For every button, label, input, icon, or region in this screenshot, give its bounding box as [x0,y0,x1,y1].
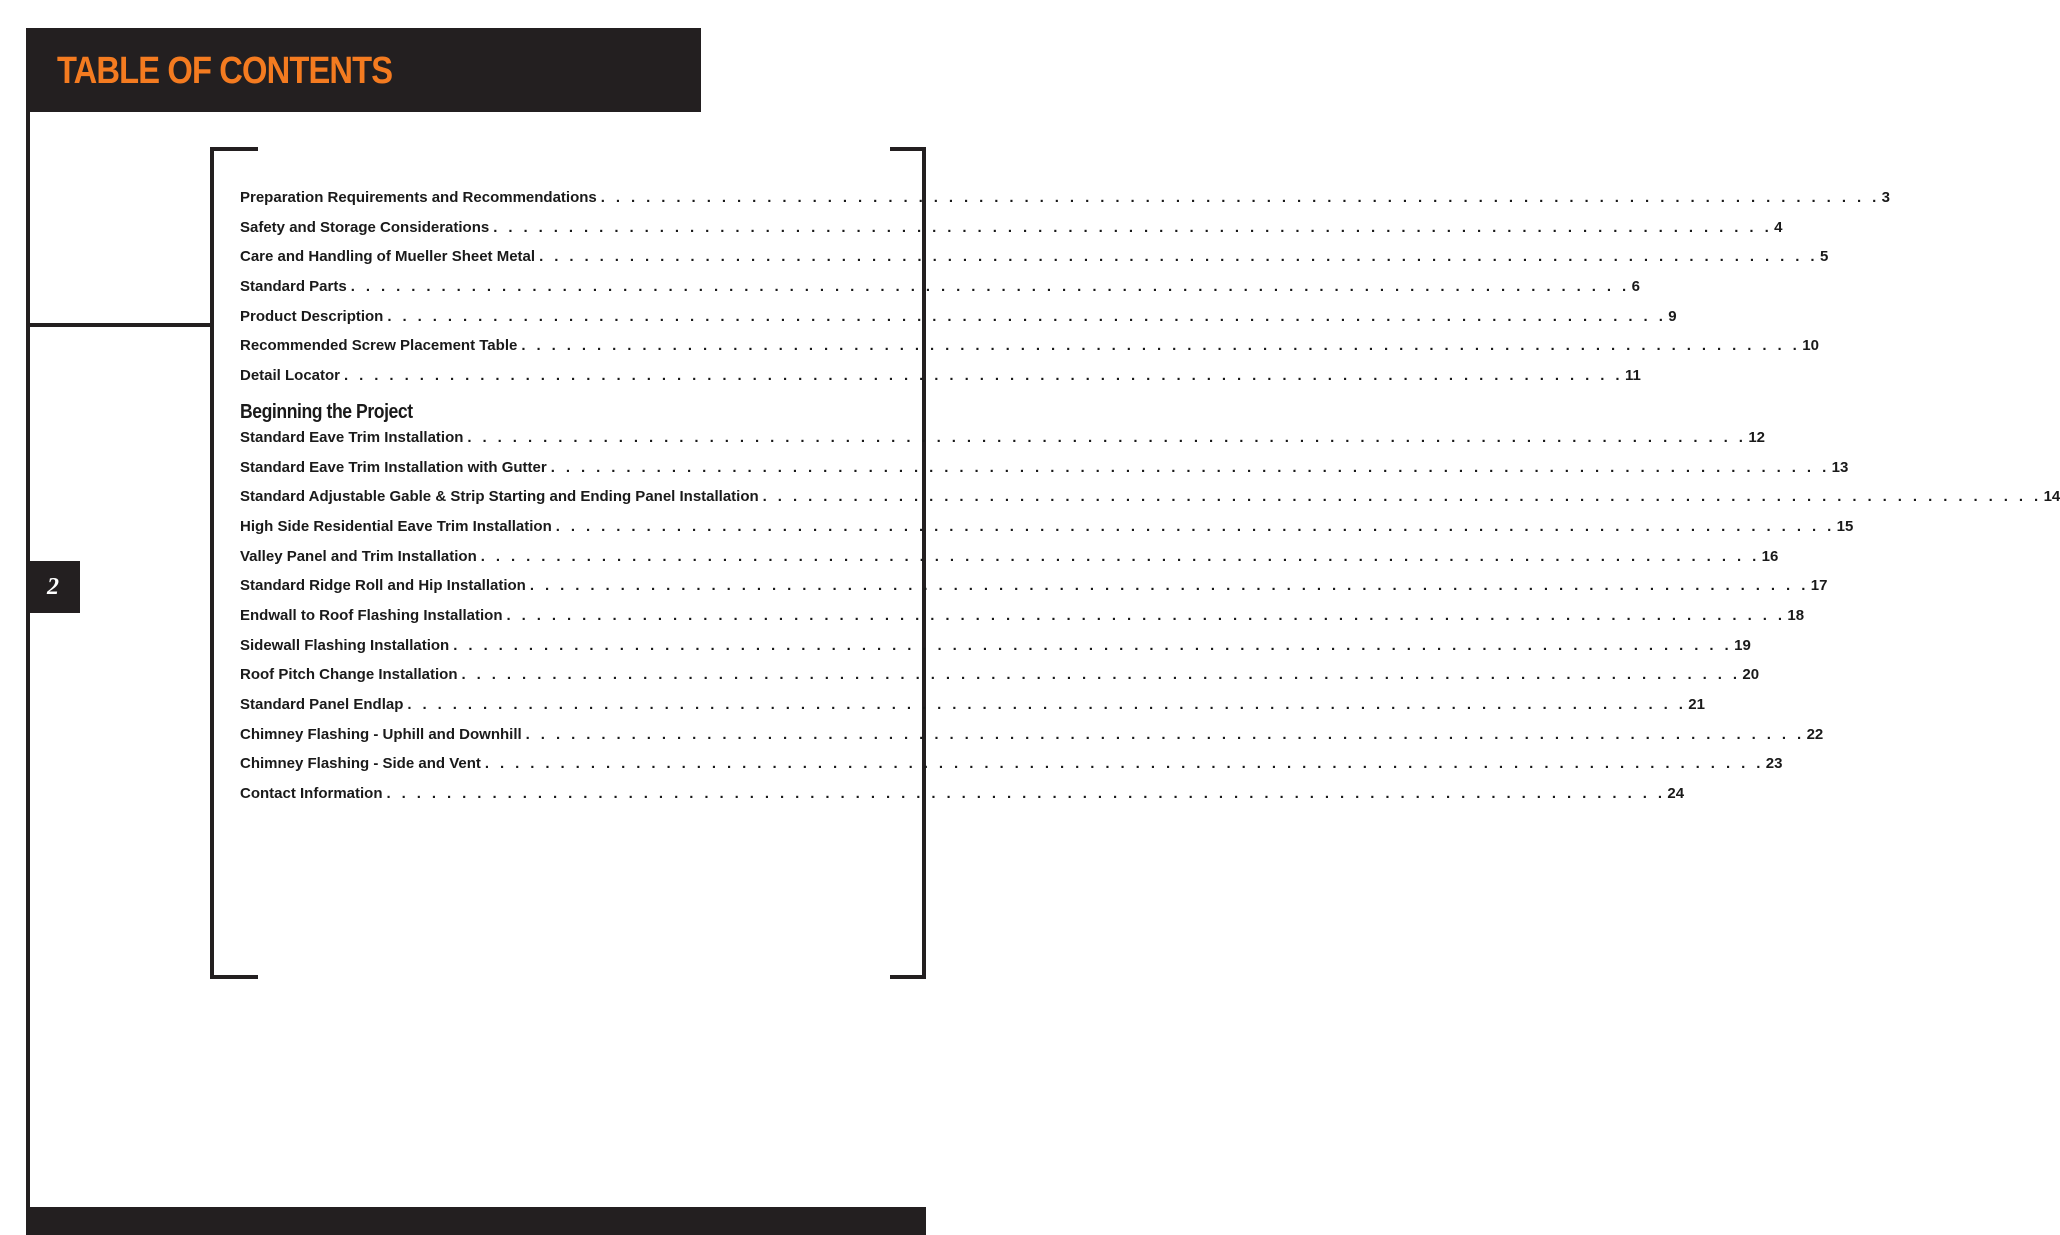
toc-entry-label: Standard Panel Endlap [240,696,404,713]
toc-entry[interactable] [240,428,1765,459]
toc-entry-page: 15 [1836,517,1854,535]
toc-dot-leader: . . . . . . . . . . . . . . . . . . . . . . . . . . . . . . . . . . . . . . . . . . . . . . . . . . . . . . . . . . . . . . . . . . . . . . . . . . . . . . . . . . . . . [453,636,1733,654]
toc-dot-leader: . . . . . . . . . . . . . . . . . . . . . . . . . . . . . . . . . . . . . . . . . . . . . . . . . . . . . . . . . . . . . . . . . . . . . . . . . . . . . . . . . . . . . [480,547,1760,565]
toc-entry-label: Endwall to Roof Flashing Installation [240,606,503,624]
toc-entry-label: Roof Pitch Change Installation [240,666,458,684]
toc-entry[interactable] [240,547,1779,578]
toc-dot-leader: . . . . . . . . . . . . . . . . . . . . . . . . . . . . . . . . . . . . . . . . . . . . . . . . . . . . . . . . . . . . . . . . . . . . . . . . . . . . . . . . . . . . . [539,248,1818,266]
header-bar [26,28,701,112]
toc-dot-leader: . . . . . . . . . . . . . . . . . . . . . . . . . . . . . . . . . . . . . . . . . . . . . . . . . . . . . . . . . . . . . . . . . . . . . . . . . . . . . . . . . . . . . [525,725,1805,743]
toc-entry[interactable] [240,517,1854,548]
toc-entry[interactable] [240,218,1783,249]
toc-entry-page: 17 [1810,577,1828,595]
toc-dot-leader: . . . . . . . . . . . . . . . . . . . . . . . . . . . . . . . . . . . . . . . . . . . . . . . . . . . . . . . . . . . . . . . . . . . . . . . . . . . . . . . . . . . . . [529,577,1809,595]
toc-entry[interactable] [240,785,1685,815]
toc-entry-label: Sidewall Flashing Installation [240,636,450,654]
toc-entry[interactable] [240,248,1829,278]
left-vertical-rule [26,112,30,1212]
toc-entry[interactable] [240,307,1677,338]
toc-entry-label: Chimney Flashing - Side and Vent [240,755,481,773]
toc-entry-page: 22 [1806,725,1824,743]
toc-dot-leader: . . . . . . . . . . . . . . . . . . . . . . . . . . . . . . . . . . . . . . . . . . . . . . . . . . . . . . . . . . . . . . . . . . . . . . . . . . . . . . . . . . . . . [386,785,1666,803]
page-number-tab: 2 [26,561,80,613]
footer-bar [26,1207,926,1235]
toc-entry-page: 4 [1774,218,1783,236]
toc-entry[interactable] [240,278,1640,308]
toc-dot-leader: . . . . . . . . . . . . . . . . . . . . . . . . . . . . . . . . . . . . . . . . . . . . . . . . . . . . . . . . . . . . . . . . . . . . . . . . . . . . . . . . . . . . . [350,278,1630,296]
toc-entry[interactable] [240,666,1760,696]
toc-entry-label: Standard Eave Trim Installation [240,428,464,446]
table-of-contents [240,189,2060,815]
toc-entry-page: 3 [1881,189,1890,206]
toc-entry[interactable] [240,577,1828,607]
toc-entry-label: Detail Locator [240,367,341,385]
toc-entry-page: 18 [1787,606,1805,624]
toc-dot-leader: . . . . . . . . . . . . . . . . . . . . . . . . . . . . . . . . . . . . . . . . . . . . . . . . . . . . . . . . . . . . . . . . . . . . . . . . . . . . . . . . . . . . . [484,755,1764,773]
toc-dot-leader: . . . . . . . . . . . . . . . . . . . . . . . . . . . . . . . . . . . . . . . . . . . . . . . . . . . . . . . . . . . . . . . . . . . . . . . . . . . . . . . . . . . . . [600,189,1880,206]
toc-project-list [240,428,2060,815]
toc-dot-leader: . . . . . . . . . . . . . . . . . . . . . . . . . . . . . . . . . . . . . . . . . . . . . . . . . . . . . . . . . . . . . . . . . . . . . . . . . . . . . . . . . . . . . [387,307,1667,325]
toc-entry-label: High Side Residential Eave Trim Installation [240,517,552,535]
toc-entry-page: 9 [1668,307,1677,325]
toc-dot-leader: . . . . . . . . . . . . . . . . . . . . . . . . . . . . . . . . . . . . . . . . . . . . . . . . . . . . . . . . . . . . . . . . . . . . . . . . . . . . . . . . . . . . . [461,666,1741,684]
toc-entry[interactable] [240,606,1805,637]
toc-entry-page: 12 [1748,428,1765,446]
left-horizontal-rule [26,323,212,327]
toc-entry[interactable] [240,458,1849,489]
toc-entry-label: Product Description [240,307,384,325]
toc-entry-page: 14 [2043,488,2060,506]
toc-entry[interactable] [240,725,1824,756]
toc-entry-page: 10 [1802,337,1819,355]
toc-dot-leader: . . . . . . . . . . . . . . . . . . . . . . . . . . . . . . . . . . . . . . . . . . . . . . . . . . . . . . . . . . . . . . . . . . . . . . . . . . . . . . . . . . . . . [762,488,2042,506]
toc-entry-page: 24 [1667,785,1685,803]
toc-entry-label: Care and Handling of Mueller Sheet Metal [240,248,536,266]
toc-entry-label: Recommended Screw Placement Table [240,337,518,355]
toc-entry[interactable] [240,696,1705,726]
toc-entry-label: Standard Ridge Roll and Hip Installation [240,577,526,595]
toc-entry-label: Valley Panel and Trim Installation [240,547,477,565]
toc-entry-page: 11 [1624,367,1641,385]
toc-dot-leader: . . . . . . . . . . . . . . . . . . . . . . . . . . . . . . . . . . . . . . . . . . . . . . . . . . . . . . . . . . . . . . . . . . . . . . . . . . . . . . . . . . . . . [506,606,1786,624]
toc-entry-label: Contact Information [240,785,383,803]
toc-entry[interactable] [240,488,2060,518]
toc-entry-label: Preparation Requirements and Recommendations [240,189,597,206]
toc-entry[interactable] [240,337,1819,367]
toc-dot-leader: . . . . . . . . . . . . . . . . . . . . . . . . . . . . . . . . . . . . . . . . . . . . . . . . . . . . . . . . . . . . . . . . . . . . . . . . . . . . . . . . . . . . . [550,458,1830,476]
toc-dot-leader: . . . . . . . . . . . . . . . . . . . . . . . . . . . . . . . . . . . . . . . . . . . . . . . . . . . . . . . . . . . . . . . . . . . . . . . . . . . . . . . . . . . . . [407,696,1687,713]
toc-entry[interactable] [240,367,1641,397]
toc-intro-list [240,189,1890,397]
toc-entry[interactable] [240,636,1751,667]
toc-entry-label: Safety and Storage Considerations [240,218,490,236]
toc-entry-label: Standard Eave Trim Installation with Gutter [240,458,547,476]
toc-entry-label: Standard Parts [240,278,347,296]
toc-dot-leader: . . . . . . . . . . . . . . . . . . . . . . . . . . . . . . . . . . . . . . . . . . . . . . . . . . . . . . . . . . . . . . . . . . . . . . . . . . . . . . . . . . . . . [555,517,1835,535]
section-heading: Beginning the Project [240,400,413,423]
toc-entry-page: 16 [1761,547,1779,565]
toc-entry[interactable] [240,189,1890,219]
toc-entry-page: 21 [1688,696,1705,713]
toc-entry-page: 6 [1631,278,1640,296]
toc-entry[interactable] [240,755,1783,785]
toc-dot-leader: . . . . . . . . . . . . . . . . . . . . . . . . . . . . . . . . . . . . . . . . . . . . . . . . . . . . . . . . . . . . . . . . . . . . . . . . . . . . . . . . . . . . . [521,337,1801,355]
page-title: TABLE OF CONTENTS [57,50,393,92]
toc-entry-label: Chimney Flashing - Uphill and Downhill [240,725,522,743]
toc-entry-label: Standard Adjustable Gable & Strip Starting and Ending Panel Installation [240,488,759,506]
toc-entry-page: 5 [1819,248,1829,266]
toc-entry-page: 20 [1742,666,1760,684]
toc-entry-page: 19 [1734,636,1751,654]
toc-dot-leader: . . . . . . . . . . . . . . . . . . . . . . . . . . . . . . . . . . . . . . . . . . . . . . . . . . . . . . . . . . . . . . . . . . . . . . . . . . . . . . . . . . . . . [493,218,1773,236]
toc-entry-page: 23 [1765,755,1783,773]
toc-dot-leader: . . . . . . . . . . . . . . . . . . . . . . . . . . . . . . . . . . . . . . . . . . . . . . . . . . . . . . . . . . . . . . . . . . . . . . . . . . . . . . . . . . . . . [467,428,1747,446]
toc-dot-leader: . . . . . . . . . . . . . . . . . . . . . . . . . . . . . . . . . . . . . . . . . . . . . . . . . . . . . . . . . . . . . . . . . . . . . . . . . . . . . . . . . . . . . [344,367,1623,385]
toc-entry-page: 13 [1831,458,1849,476]
